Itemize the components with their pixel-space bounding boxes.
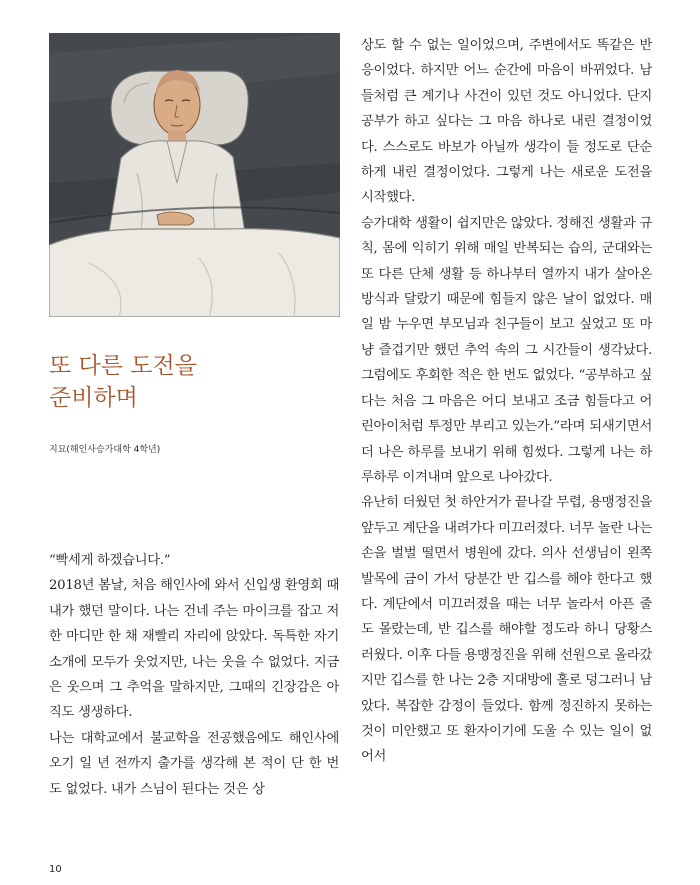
paragraph: 승가대학 생활이 쉽지만은 않았다. 정해진 생활과 규칙, 몸에 익히기 위해 매일 반복되는 습의, 군대와는 또 다른 단체 생활 등 하나부터 열까지 내가 살아온 방식과 달랐기 때문에 힘들지 않은 날이 없었다. 매일 밤 누우면 부모님과 친구들이 보고 싶었고 또 마냥 즐겁기만 했던 추억 속의 그 시간들이 생각났다. 그럼에도 후회한 적은 한 번도 없었다. “공부하고 싶다는 처음 그 마음은 어디 보내고 조금 힘들다고 어린아이처럼 투정만 부리고 있는가.”라며 되새기면서 더 나은 하루를 보내기 위해 힘썼다. 그렇게 나는 하루하루 이겨내며 앞으로 나아갔다. — [361, 215, 652, 485]
left-column — [49, 548, 339, 802]
monk-in-bed-icon — [49, 33, 340, 317]
page-number: 10 — [49, 864, 62, 875]
paragraph: 상도 할 수 없는 일이었으며, 주변에서도 똑같은 반응이었다. 하지만 어느 순간에 마음이 바뀌었다. 남들처럼 큰 계기나 사건이 있던 것도 아니었다. 단지 공부가 하고 싶다는 그 마음 하나로 내린 결정이었다. 스스로도 바보가 아닐까 생각이 들 정도로 단순하게 내린 결정이었다. 그렇게 나는 새로운 도전을 시작했다. — [361, 38, 652, 206]
author-byline: 지묘(해인사승가대학 4학년) — [49, 445, 161, 455]
illustration — [49, 33, 340, 317]
article-title — [49, 350, 309, 414]
right-column — [361, 33, 652, 770]
title-line-2: 준비하며 — [49, 385, 138, 411]
paragraph: “빡세게 하겠습니다.” — [49, 553, 171, 568]
paragraph: 2018년 봄날, 처음 해인사에 와서 신입생 환영회 때 내가 했던 말이다. 나는 건네 주는 마이크를 잡고 저 한 마디만 한 채 재빨리 자리에 앉았다. 독특한 자기소개에 모두가 웃었지만, 나는 웃을 수 없었다. 지금은 웃으며 그 추억을 말하지만, 그때의 긴장감은 아직도 생생하다. — [49, 578, 339, 721]
title-line-1: 또 다른 도전을 — [49, 353, 197, 379]
paragraph: 나는 대학교에서 불교학을 전공했음에도 해인사에 오기 일 년 전까지 출가를 생각해 본 적이 단 한 번도 없었다. 내가 스님이 된다는 것은 상 — [49, 730, 339, 797]
paragraph: 유난히 더웠던 첫 하안거가 끝나갈 무렵, 용맹정진을 앞두고 계단을 내려가다 미끄러졌다. 너무 놀란 나는 손을 벌벌 떨면서 병원에 갔다. 의사 선생님이 왼쪽 발목에 금이 가서 당분간 반 깁스를 해야 한다고 했다. 계단에서 미끄러졌을 때는 너무 놀라서 아픈 줄도 몰랐는데, 반 깁스를 해야할 정도라 하니 당황스러웠다. 이후 다들 용맹정진을 위해 선원으로 올라갔지만 깁스를 한 나는 2층 지대방에 홀로 덩그러니 남았다. 복잡한 감정이 들었다. 함께 정진하지 못하는 것이 미안했고 또 환자이기에 도울 수 있는 일이 없어서 — [361, 495, 652, 765]
